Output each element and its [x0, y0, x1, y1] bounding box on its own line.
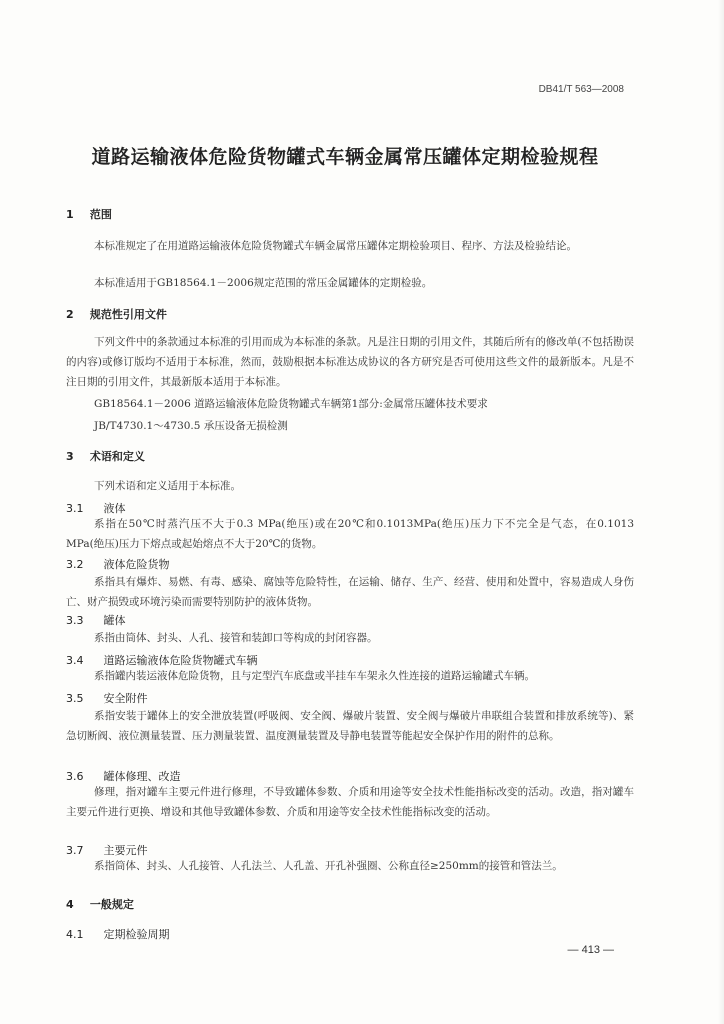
subsection-heading-3-2: [66, 556, 170, 572]
subsection-number: 3.3: [66, 614, 84, 627]
paragraph-scope-1: 本标准规定了在用道路运输液体危险货物罐式车辆金属常压罐体定期检验项目、程序、方法及检验结论。: [94, 240, 577, 252]
paragraph-references-1: 下列文件中的条款通过本标准的引用而成为本标准的条款。凡是注日期的引用文件，其随后所有的修改单(不包括勘误的内容)或修订版均不适用于本标准，然而，鼓励根据本标准达成协议的各方研究是否可使用这些文件的最新版本。凡是不注日期的引用文件，其最新版本适用于本标准。: [66, 336, 634, 388]
paragraph-safety-accessory-definition: 系指安装于罐体上的安全泄放装置(呼吸阀、安全阀、爆破片装置、安全阀与爆破片串联组合装置和排放系统等)、紧急切断阀、液位测量装置、压力测量装置、温度测量装置及导静电装置等能起安全保护作用的附件的总称。: [66, 710, 634, 742]
subsection-title: 罐体修理、改造: [103, 770, 181, 783]
subsection-title: 主要元件: [103, 844, 148, 857]
subsection-title: 安全附件: [103, 692, 148, 705]
document-number: DB41/T 563—2008: [538, 84, 624, 95]
paragraph-liquid-definition: 系指在50℃时蒸汽压不大于0.3 MPa(绝压)或在20℃和0.1013MPa(绝压)压力下不完全是气态，在0.1013 MPa(绝压)压力下熔点或起始熔点不大于20℃的货物。: [66, 518, 634, 550]
section-number: 4: [66, 898, 74, 911]
paragraph-terms-intro: 下列术语和定义适用于本标准。: [94, 480, 241, 492]
document-title: 道路运输液体危险货物罐式车辆金属常压罐体定期检验规程: [91, 146, 599, 168]
subsection-number: 3.2: [66, 558, 84, 571]
section-title: 一般规定: [89, 898, 134, 911]
subsection-title: 罐体: [103, 614, 126, 627]
section-heading-4: [66, 896, 134, 912]
paragraph-tank-definition: 系指由筒体、封头、人孔、接管和装卸口等构成的封闭容器。: [94, 632, 378, 644]
subsection-heading-4-1: [66, 926, 170, 942]
subsection-number: 3.7: [66, 844, 84, 857]
section-number: 2: [66, 308, 74, 321]
section-number: 3: [66, 450, 74, 463]
paragraph-tank-vehicle-definition: 系指罐内装运液体危险货物，且与定型汽车底盘或半挂车车架永久性连接的道路运输罐式车辆。: [94, 670, 535, 682]
subsection-number: 3.4: [66, 654, 84, 667]
paragraph-dangerous-goods-definition: 系指具有爆炸、易燃、有毒、感染、腐蚀等危险特性，在运输、储存、生产、经营、使用和处置中，容易造成人身伤亡、财产损毁或环境污染而需要特别防护的液体货物。: [66, 576, 634, 608]
section-title: 规范性引用文件: [89, 308, 167, 321]
section-heading-2: [66, 306, 167, 322]
paragraph-main-components-definition: 系指筒体、封头、人孔接管、人孔法兰、人孔盖、开孔补强圈、公称直径≥250mm的接管和管法兰。: [94, 860, 563, 872]
subsection-number: 3.5: [66, 692, 84, 705]
reference-item-1: GB18564.1－2006 道路运输液体危险货物罐式车辆第1部分:金属常压罐体技术要求: [94, 398, 488, 410]
section-title: 术语和定义: [89, 450, 145, 463]
page-number: — 413 —: [567, 944, 614, 956]
subsection-heading-3-5: [66, 690, 148, 706]
section-number: 1: [66, 208, 74, 221]
paragraph-scope-2: 本标准适用于GB18564.1－2006规定范围的常压金属罐体的定期检验。: [94, 277, 433, 289]
subsection-number: 3.6: [66, 770, 84, 783]
subsection-number: 4.1: [66, 928, 84, 941]
scan-shadow: [718, 0, 724, 1024]
subsection-title: 定期检验周期: [103, 928, 170, 941]
subsection-title: 道路运输液体危险货物罐式车辆: [103, 654, 258, 667]
subsection-heading-3-3: [66, 612, 126, 628]
subsection-title: 液体危险货物: [103, 558, 170, 571]
section-heading-1: [66, 206, 112, 222]
reference-item-2: JB/T4730.1～4730.5 承压设备无损检测: [94, 420, 288, 432]
section-title: 范围: [89, 208, 112, 221]
paragraph-repair-definition: 修理，指对罐车主要元件进行修理，不导致罐体参数、介质和用途等安全技术性能指标改变的活动。改造，指对罐车主要元件进行更换、增设和其他导致罐体参数、介质和用途等安全技术性能指标改变的活动。: [66, 786, 634, 818]
section-heading-3: [66, 448, 145, 464]
subsection-number: 3.1: [66, 502, 84, 515]
subsection-title: 液体: [103, 502, 126, 515]
